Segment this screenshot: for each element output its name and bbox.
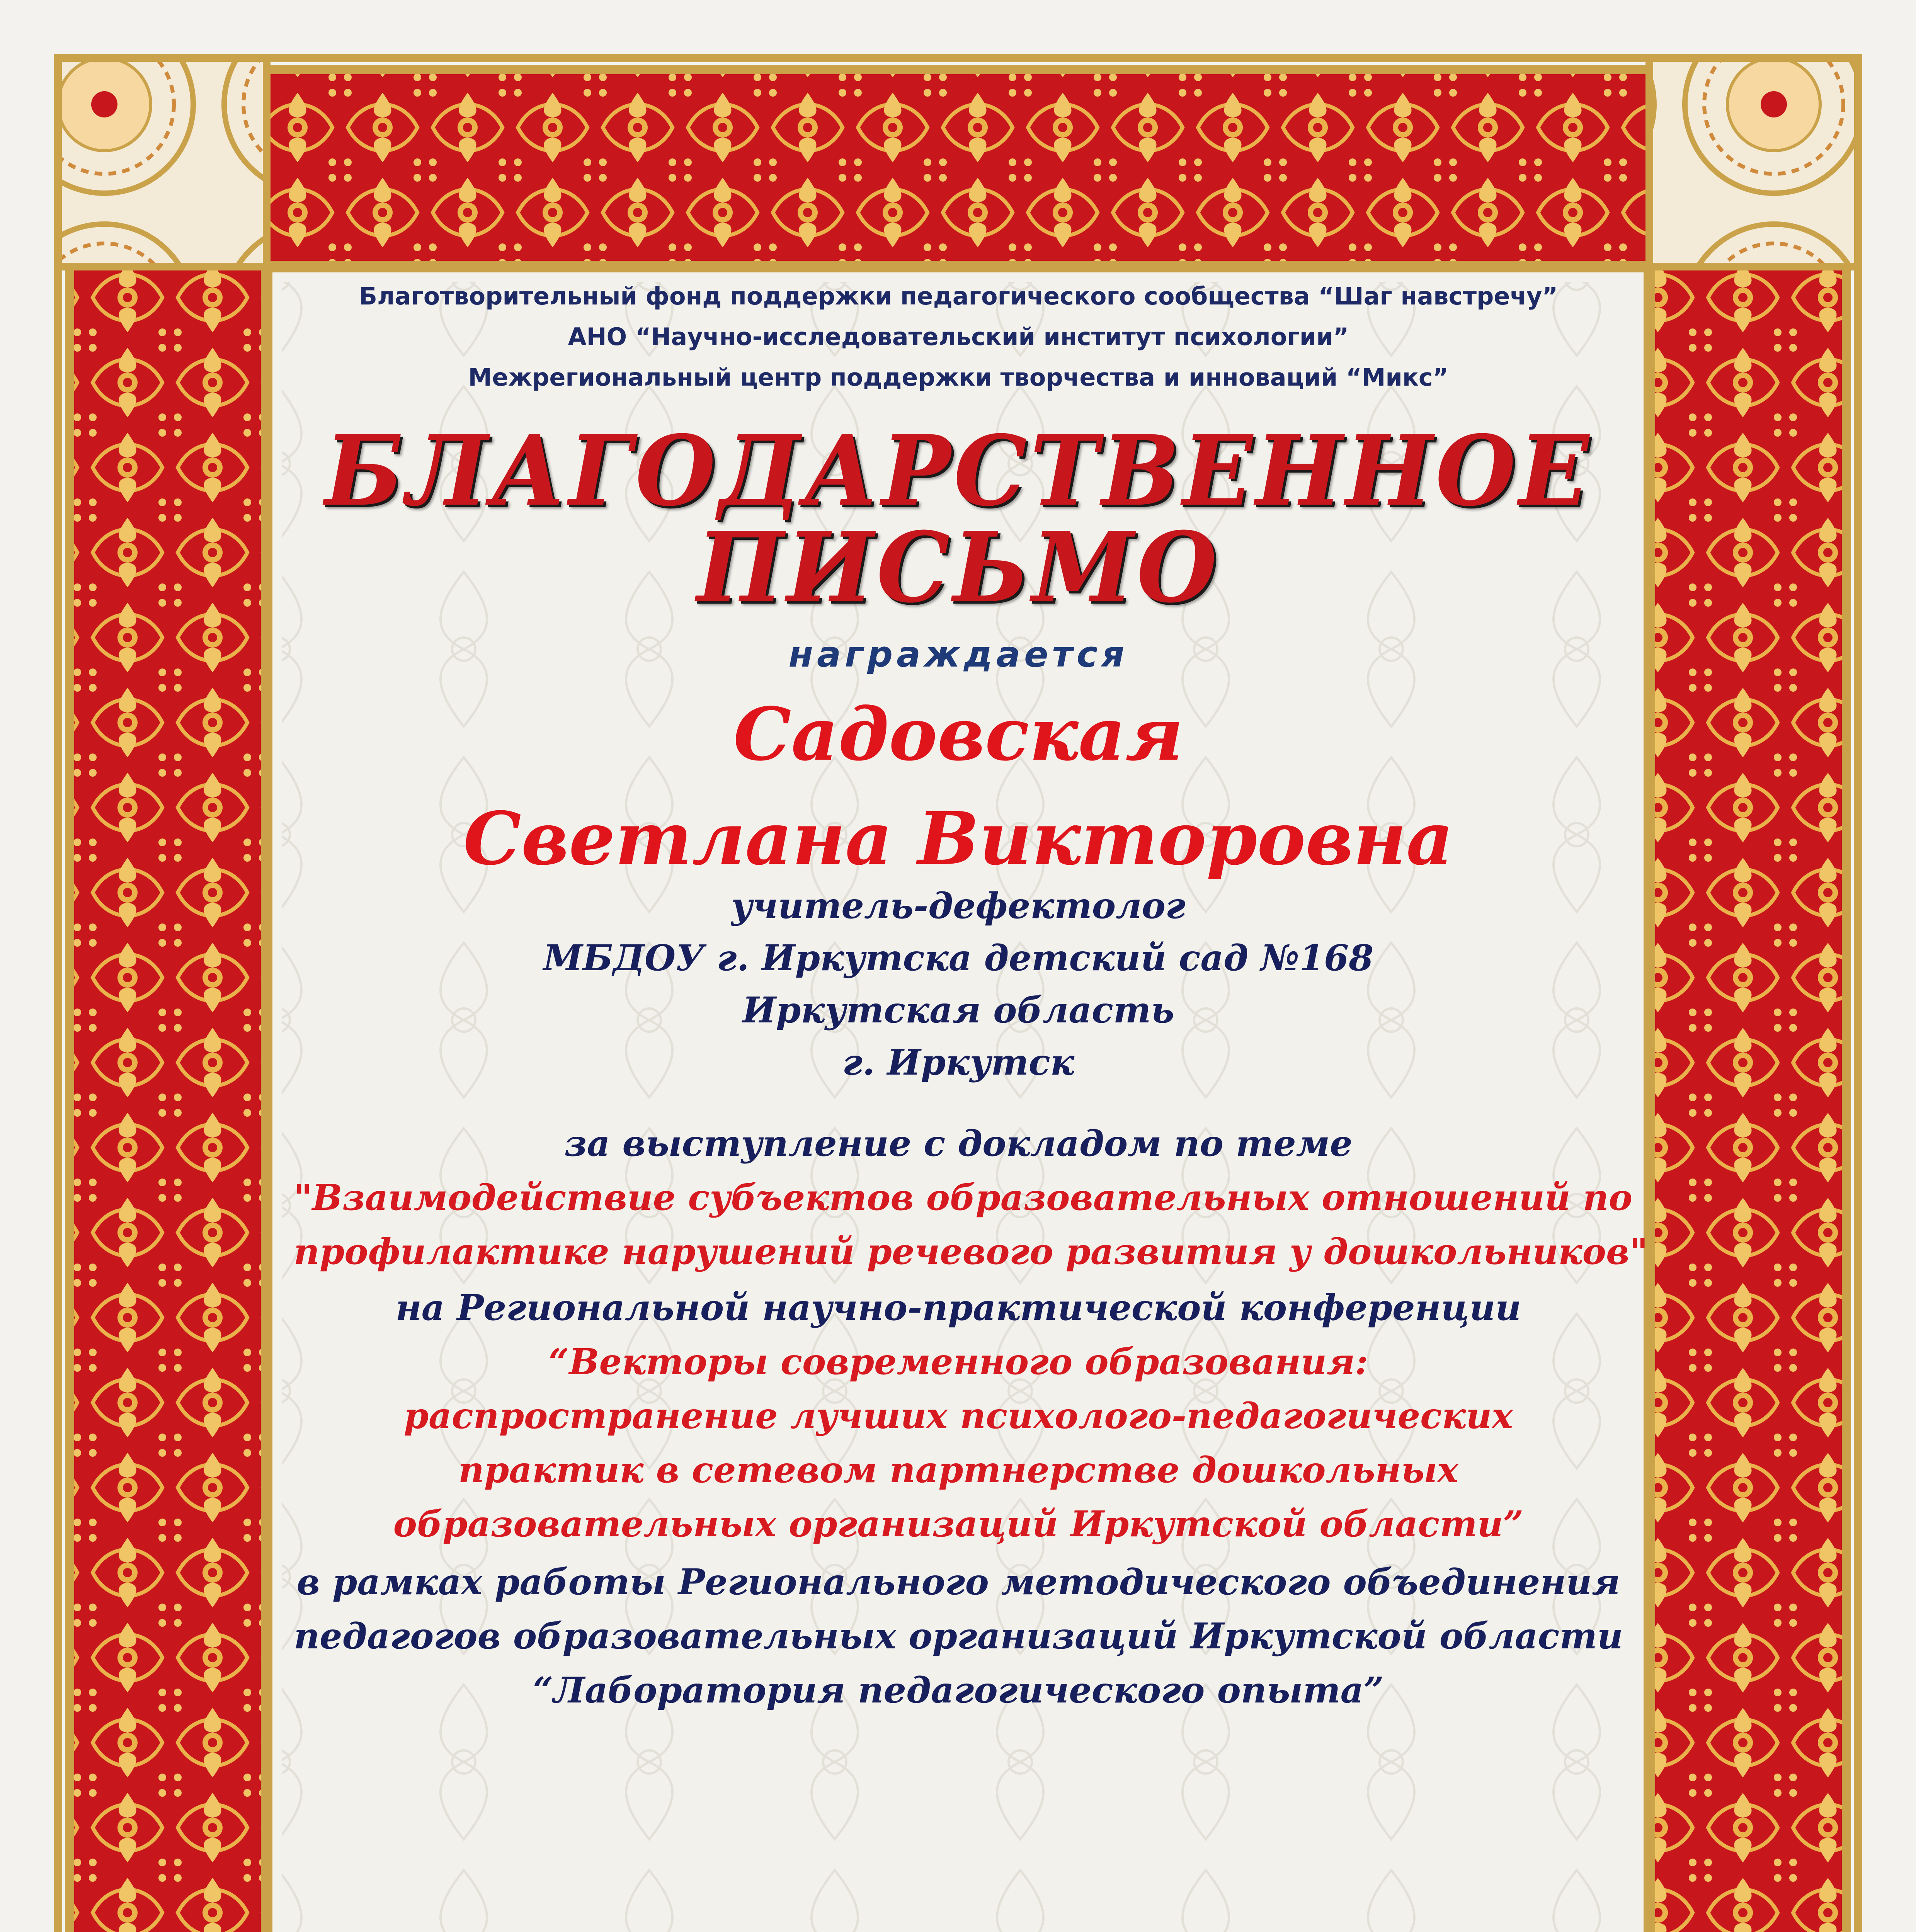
recipient-region: Иркутская область [742, 989, 1174, 1031]
header-line-1: Благотворительный фонд поддержки педагогического сообщества “Шаг навстречу” [359, 282, 1558, 310]
awarded-label: награждается [788, 634, 1128, 675]
conference-line-2: распространение лучших психолого-педагогических [403, 1395, 1513, 1437]
framework-line-2: педагогов образовательных организаций Иркутской области [294, 1615, 1623, 1657]
conference-line-3: практик в сетевом партнерстве дошкольных [458, 1449, 1459, 1491]
recipient-position: учитель-дефектолог [731, 885, 1186, 927]
conference-line-4: образовательных организаций Иркутской области” [393, 1503, 1524, 1545]
title-line-2: ПИСЬМО [696, 511, 1220, 624]
framework-line-3: “Лаборатория педагогического опыта” [533, 1669, 1384, 1711]
header-line-2: АНО “Научно-исследовательский институт психологии” [568, 323, 1349, 351]
recipient-given-names: Светлана Викторовна [463, 796, 1453, 881]
conference-line-1: “Векторы современного образования: [548, 1341, 1368, 1383]
topic-line-2: профилактике нарушений речевого развития у дошкольников" [294, 1231, 1648, 1272]
recipient-surname: Садовская [733, 692, 1184, 777]
body-intro: за выступление с докладом по теме [564, 1122, 1353, 1164]
title-line-1: БЛАГОДАРСТВЕННОЕ [325, 415, 1592, 528]
recipient-city: г. Иркутск [842, 1041, 1074, 1083]
recipient-organization: МБДОУ г. Иркутска детский сад №168 [543, 937, 1374, 979]
header-line-3: Межрегиональный центр поддержки творчества и инноваций “Микс” [468, 363, 1449, 391]
framework-line-1: в рамках работы Регионального методического объединения [296, 1561, 1620, 1603]
conference-intro: на Региональной научно-практической конференции [395, 1287, 1521, 1328]
topic-line-1: "Взаимодействие субъектов образовательных отношений по [294, 1177, 1633, 1218]
